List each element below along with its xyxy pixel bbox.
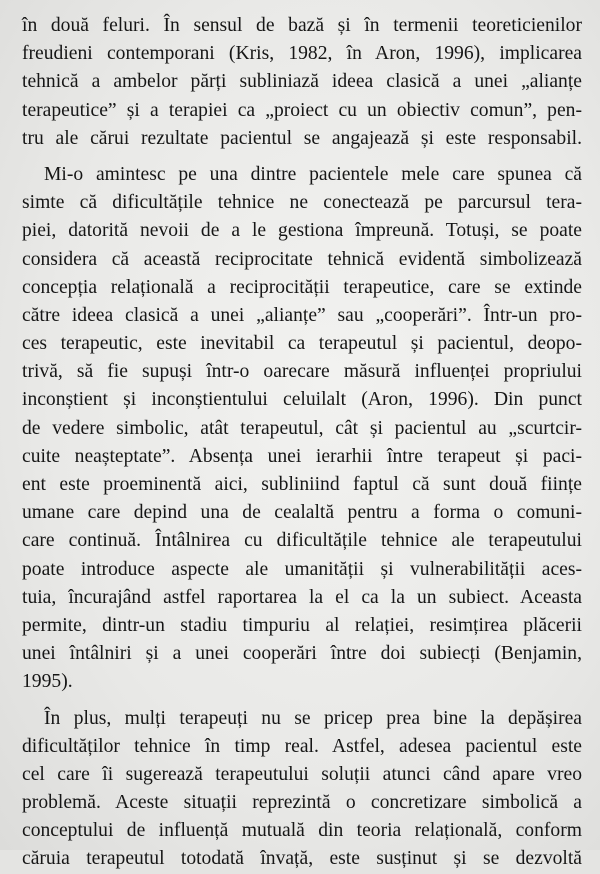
text-line: poate introduce aspecte ale umanității și vulnerabilității aces- [22,558,582,580]
text-line: tru ale cărui rezultate pacientul se angajează și este responsabil. [22,127,582,149]
text-line: concepția relațională a reciprocității terapeutice, care se extinde [22,276,582,298]
text-line: ces terapeutic, este inevitabil ca terapeutul și pacientul, deopo- [22,333,582,355]
text-line: freudieni contemporani (Kris, 1982, în Aron, 1996), implicarea [22,43,582,65]
text-line: în două feluri. În sensul de bază și în termenii teoreticienilor [22,15,582,36]
text-line: problemă. Aceste situații reprezintă o concretizare simbolică a [22,792,582,814]
text-line: căruia terapeutul totodată învață, este susținut și se dezvoltă [22,848,582,870]
text-line: tuia, încurajând astfel raportarea la el ca la un subiect. Aceasta [22,586,582,608]
text-line: piei, datorită nevoii de a le gestiona împreună. Totuși, se poate [22,220,582,242]
text-line: terapeutice” și a terapiei ca „proiect cu un obiectiv comun”, pen- [22,99,582,121]
text-line: considera că această reciprocitate tehnică evidentă simbolizează [22,248,582,270]
paragraph-spacing [22,697,582,705]
text-line: către ideea clasică a unei „alianțe” sau „cooperări”. Într-un pro- [22,304,582,326]
text-line: ent este proeminentă aici, subliniind faptul că sunt două ființe [22,474,582,495]
text-line: conceptului de influență mutuală din teoria relațională, conform [22,820,582,842]
text-line: trivă, să fie supuși într-o oarecare măsură influenței propriului [22,361,582,383]
text-line: umane care depind una de cealaltă pentru a forma o comuni- [22,502,582,524]
paragraph-2 [22,161,582,697]
paragraph-3 [22,705,582,874]
text-line: permite, dintr-un stadiu timpuriu al relației, resimțirea plăcerii [22,614,582,636]
text-line: simte că dificultățile tehnice ne conectează pe parcursul tera- [22,192,582,214]
text-line: Mi-o amintesc pe una dintre pacientele mele care spunea că [44,163,582,185]
body-text [22,12,582,874]
text-line: 1995). [22,671,73,693]
paragraph-1 [22,12,582,153]
text-line: cuite neașteptate”. Absența unei ierarhii între terapeut și paci- [22,445,582,467]
text-line: dificultăților tehnice în timp real. Astfel, adesea pacientul este [22,735,582,757]
text-line: de vedere simbolic, atât terapeutul, cât și pacientul au „scurtcir- [22,417,582,439]
text-line: inconștient și inconștientului celuilalt (Aron, 1996). Din punct [22,389,582,411]
text-line: unei întâlniri și a unei cooperări între doi subiecți (Benjamin, [22,643,582,665]
paragraph-spacing [22,153,582,161]
text-line: care continuă. Întâlnirea cu dificultățile tehnice ale terapeutului [22,530,582,552]
text-line: cel care îi sugerează terapeutului soluții atunci când apare vreo [22,763,582,785]
text-line: În plus, mulți terapeuți nu se pricep prea bine la depășirea [44,707,582,729]
text-line: tehnică a ambelor părți subliniază ideea clasică a unei „alianțe [22,71,582,93]
